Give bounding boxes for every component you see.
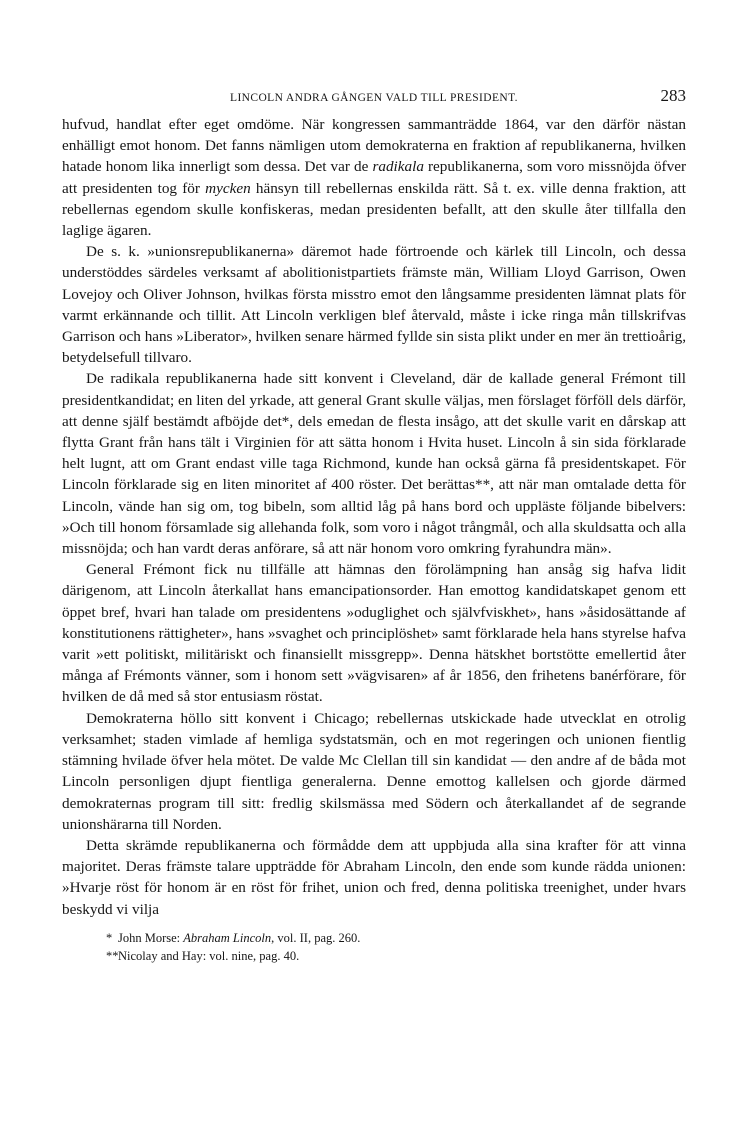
footnote (106, 929, 686, 947)
footnote-mark: ** (106, 948, 119, 963)
italic-text: radikala (372, 158, 424, 176)
paragraph (62, 241, 686, 368)
text-run: Demokraterna höllo sitt konvent i Chicago; rebellernas utskickade hade utvecklat en otrolig verksamhet; staden vimlade af hemliga sydstatsmän, och en mot regeringen och unionen fientlig stämning hvilade öfver hela mötet. De valde Mc Clellan till sin kandidat — den andre af de båda mot Lincoln personligen djupt fientliga generalerna. Denne emottog kallelsen och gjorde därmed demokraternas program till sitt: fredlig skilsmässa med Södern och återkallandet af de segrande unionshärarna till Norden. (62, 709, 686, 833)
footnote (106, 947, 686, 965)
text-run: De radikala republikanerna hade sitt konvent i Cleveland, där de kallade general Frémont till presidentkandidat; en liten del yrkade, att general Grant skulle väljas, men förslaget förföll dels därför, att denne själf bestämdt afböjde det*, dels emedan de flesta insågo, att det skulle varit en dårskap att flytta Grant från hans tält i Virginien för att sätta honom i Hvita huset. Lincoln å sin sida förklarade helt lugnt, att om Grant endast ville taga Richmond, kunde han också gärna få presidentskapet. För Lincoln förklarade sig en liten minoritet af 400 röster. Det berättas**, att när man omtalade detta för Lincoln, vände han sig om, tog bibeln, som alltid låg på hans bord och uppläste följande bibelvers: »Och till honom församlade sig allehanda folk, som voro i något trångmål, och alla skuldsatta och alla missnöjda; och han vardt deras anförare, så att när honom voro omkring fyrahundra män». (62, 370, 686, 558)
paragraph (62, 114, 686, 241)
text-run: republikanerna, som voro missnöjda öfver att presidenten tog för (62, 158, 686, 197)
paragraph (62, 368, 686, 559)
text-run: , vol. II, pag. 260. (271, 930, 361, 945)
text-run: De s. k. »unionsrepublikanerna» däremot hade förtroende och kärlek till Lincoln, och dessa understöddes särdeles verksamt af abolitionistpartiets främste män, William Lloyd Garrison, Owen Lovejoy och Oliver Johnson, hvilkas första misstro emot den långsamme presidenten lämnat plats för varmt erkännande och tillit. Att Lincoln verkligen blef återvald, måste i icke ringa mån tillskrifvas Garrison och hans »Liberator», hvilken senare härmed fyllde sin sista plikt under en mer än trettioårig, betydelsefull tillvaro. (62, 243, 686, 367)
text-run: hänsyn till rebellernas enskilda rätt. Så t. ex. ville denna fraktion, att rebellernas egendom skulle konfiskeras, medan presidenten befallt, att den skulle åter tillfalla den laglige ägaren. (62, 179, 686, 240)
text-run: John Morse: (118, 930, 184, 945)
paragraph (62, 708, 686, 835)
running-head (62, 86, 686, 108)
body-text (62, 114, 686, 920)
running-title: LINCOLN ANDRA GÅNGEN VALD TILL PRESIDENT. (230, 92, 518, 104)
book-page (62, 86, 686, 965)
footnotes (62, 929, 686, 965)
text-run: hufvud, handlat efter eget omdöme. När kongressen sammanträdde 1864, var den därför nästan enhälligt emot honom. Det fanns nämligen utom demokraterna en fraktion af republikanerna, hvilken hatade honom lika innerligt som dessa. Det var de (62, 116, 686, 176)
text-run: Nicolay and Hay: vol. nine, pag. 40. (118, 948, 300, 963)
italic-text: Abraham Lincoln (183, 930, 272, 945)
italic-text: mycken (205, 179, 251, 197)
paragraph (62, 835, 686, 920)
paragraph (62, 559, 686, 707)
text-run: Detta skrämde republikanerna och förmådde dem att uppbjuda alla sina krafter för att vinna majoritet. Deras främste talare uppträdde för Abraham Lincoln, den ende som kunde rädda unionen: »Hvarje röst för honom är en röst för frihet, union och fred, denna politiska treenighet, under hvars beskydd vi vilja (62, 836, 686, 918)
page-number: 283 (660, 86, 686, 105)
text-run: General Frémont fick nu tillfälle att hämnas den förolämpning han ansåg sig hafva lidit därigenom, att Lincoln återkallat hans emancipationsorder. Han emottog kandidatskapet genom ett öppet bref, hvari han talade om presidentens »oduglighet och självfviskhet», hans »åsidosättande af konstitutionens rättigheter», hans »svaghet och principlöshet» samt förklarade hela hans styrelse hafva varit »ett politiskt, militäriskt och finansiellt missgrepp». Denna hätskhet bortstötte emellertid åter många af Frémonts vänner, som i honom sett »vägvisaren» af år 1856, den frihetens banérförare, för hvilken de då med så stor entusiasm röstat. (62, 561, 686, 706)
footnote-mark: * (106, 930, 113, 945)
